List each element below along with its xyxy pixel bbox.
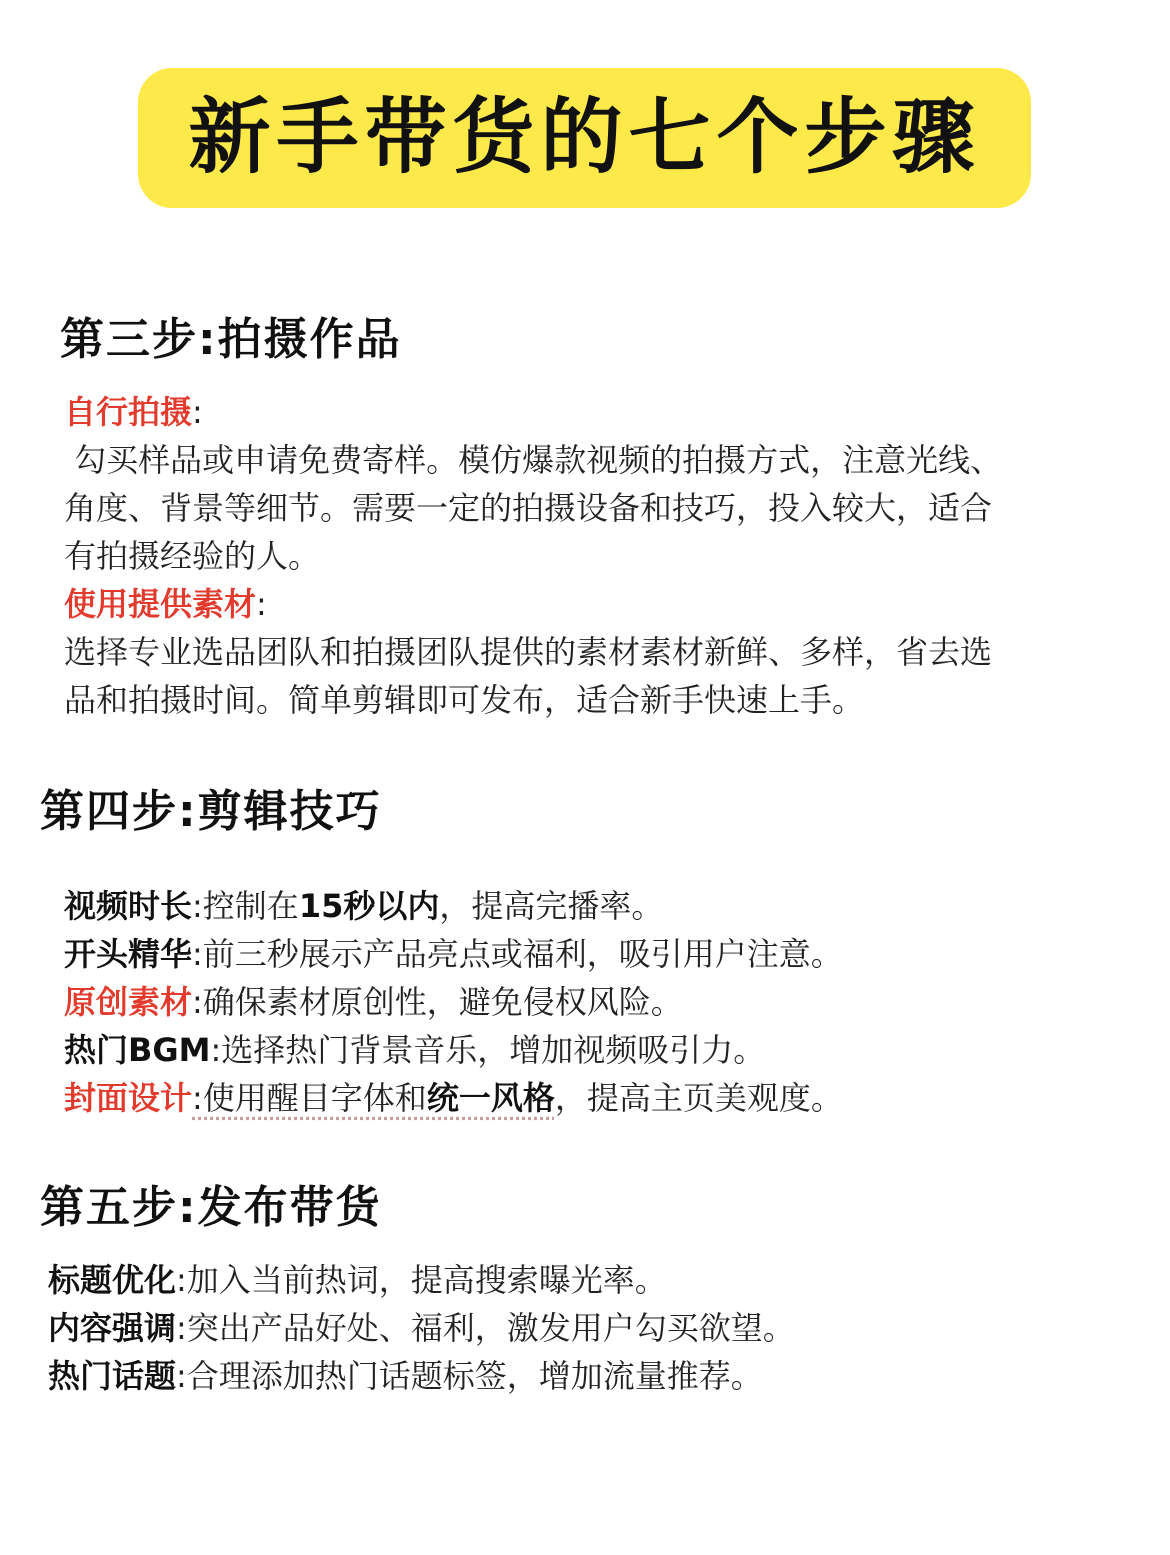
item-text: :选择热门背景音乐，增加视频吸引力。: [210, 1031, 766, 1069]
item-text: :确保素材原创性，避免侵权风险。: [192, 983, 683, 1021]
step4-heading: 第四步:剪辑技巧: [40, 786, 382, 837]
step4-body: [64, 882, 843, 1122]
item-text-head: :使用醒目字体和: [192, 1079, 427, 1117]
item-text: :突出产品好处、福利，激发用户勾买欲望。: [176, 1309, 795, 1347]
provided-material-label: 使用提供素材: [64, 585, 257, 623]
item-label: 热门话题: [48, 1357, 177, 1395]
self-shoot-line-1: 勾买样品或申请免费寄样。模仿爆款视频的拍摄方式，注意光线、: [64, 441, 1003, 479]
item-label: 原创素材: [64, 983, 193, 1021]
self-shoot-colon: :: [192, 393, 203, 431]
item-text: [192, 1079, 555, 1117]
provided-material-line-1: 选择专业选品团队和拍摄团队提供的素材素材新鲜、多样，省去选: [64, 633, 993, 671]
provided-material-label-line: [64, 580, 1002, 628]
item-text-tail: ，提高完播率。: [439, 887, 664, 925]
list-item: [64, 1074, 843, 1122]
item-label: 内容强调: [48, 1309, 177, 1347]
item-text: :前三秒展示产品亮点或福利，吸引用户注意。: [192, 935, 843, 973]
list-item: [48, 1256, 795, 1304]
list-item: [64, 882, 843, 930]
provided-material-colon: :: [256, 585, 267, 623]
item-label: 开头精华: [64, 935, 193, 973]
title-banner: [138, 68, 1031, 208]
step5-heading: 第五步:发布带货: [40, 1182, 382, 1233]
step3-body: [64, 388, 1002, 724]
item-label: 热门BGM: [64, 1031, 211, 1069]
list-item: [64, 930, 843, 978]
self-shoot-label: 自行拍摄: [64, 393, 193, 431]
item-highlight: 15秒以内: [298, 887, 440, 925]
item-label: 标题优化: [48, 1261, 177, 1299]
item-text: :控制在: [192, 887, 299, 925]
list-item: [48, 1304, 795, 1352]
list-item: [64, 1026, 843, 1074]
self-shoot-line-3: 有拍摄经验的人。: [64, 537, 321, 575]
self-shoot-label-line: [64, 388, 1002, 436]
list-item: [48, 1352, 795, 1400]
list-item: [64, 978, 843, 1026]
step3-heading: 第三步:拍摄作品: [60, 314, 402, 365]
item-label: 封面设计: [64, 1079, 193, 1117]
provided-material-line-2: 品和拍摄时间。简单剪辑即可发布，适合新手快速上手。: [64, 681, 865, 719]
item-text-tail: ，提高主页美观度。: [554, 1079, 843, 1117]
item-text: :合理添加热门话题标签，增加流量推荐。: [176, 1357, 763, 1395]
item-highlight: 统一风格: [426, 1079, 555, 1117]
page-title: 新手带货的七个步骤: [188, 90, 981, 185]
step5-body: [48, 1256, 795, 1400]
self-shoot-line-2: 角度、背景等细节。需要一定的拍摄设备和技巧，投入较大，适合: [64, 489, 993, 527]
item-text: :加入当前热词，提高搜索曝光率。: [176, 1261, 667, 1299]
item-label: 视频时长: [64, 887, 193, 925]
